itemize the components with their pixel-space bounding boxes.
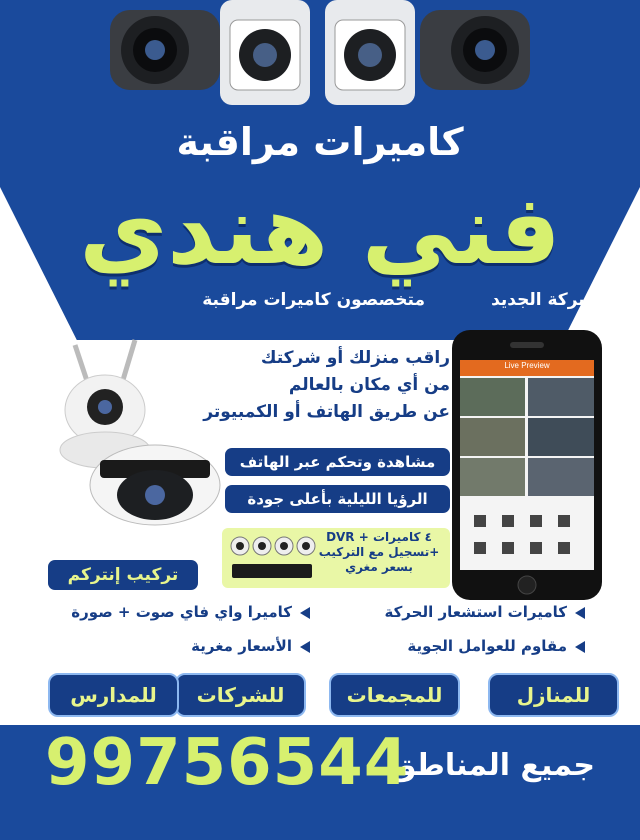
box-camera-left bbox=[220, 0, 310, 105]
box-camera-right bbox=[325, 0, 415, 105]
phone-number: 99756544 bbox=[45, 726, 410, 800]
bullet-motion-sensor: كاميرات استشعار الحركة bbox=[384, 603, 585, 621]
promo-line-1: راقب منزلك أو شركتك bbox=[260, 348, 450, 368]
dvr-offer-line-3: بسعر مغري bbox=[345, 560, 413, 574]
triangle-bullet-icon bbox=[300, 641, 310, 653]
cctv-cameras-image bbox=[100, 0, 540, 115]
main-title: فني هندي bbox=[79, 174, 561, 286]
category-complexes: للمجمعات bbox=[329, 673, 460, 717]
intercom-badge: تركيب إنتركم bbox=[48, 560, 198, 590]
dvr-offer-box bbox=[222, 528, 450, 588]
bullet-weatherproof: مقاوم للعوامل الجوية bbox=[407, 637, 585, 655]
company-name: شركة الجديد bbox=[491, 290, 595, 310]
service-areas: جميع المناطق bbox=[389, 748, 595, 783]
category-schools: للمدارس bbox=[48, 673, 179, 717]
smartphone bbox=[452, 330, 602, 600]
feature-view-control: مشاهدة وتحكم عبر الهاتف bbox=[225, 448, 450, 476]
dvr-offer-line-1: ٤ كاميرات + DVR bbox=[326, 530, 432, 544]
dvr-offer-text bbox=[314, 530, 444, 575]
promo-text bbox=[180, 345, 450, 426]
feature-night-vision: الرؤيا الليلية بأعلى جودة bbox=[225, 485, 450, 513]
triangle-bullet-icon bbox=[575, 641, 585, 653]
triangle-bullet-icon bbox=[300, 607, 310, 619]
dvr-kit-image bbox=[226, 532, 318, 584]
subtitle: كاميرات مراقبة bbox=[176, 120, 464, 164]
category-homes: للمنازل bbox=[488, 673, 619, 717]
bullet-camera-right bbox=[420, 10, 530, 90]
dome-camera bbox=[90, 445, 220, 525]
smartphone-image bbox=[452, 330, 602, 600]
phone-screen-title: Live Preview bbox=[504, 361, 550, 370]
dvr-offer-line-2: +تسجيل مع التركيب bbox=[318, 545, 440, 559]
triangle-bullet-icon bbox=[575, 607, 585, 619]
bullet-camera-left bbox=[110, 10, 220, 90]
bullet-prices: الأسعار مغرية bbox=[191, 637, 310, 655]
promo-line-2: من أي مكان بالعالم bbox=[288, 375, 450, 395]
promo-line-3: عن طريق الهاتف أو الكمبيوتر bbox=[203, 402, 450, 422]
bullet-wifi-camera: كاميرا واي فاي صوت + صورة bbox=[71, 603, 310, 621]
tagline: متخصصون كاميرات مراقبة bbox=[202, 290, 425, 310]
category-companies: للشركات bbox=[175, 673, 306, 717]
